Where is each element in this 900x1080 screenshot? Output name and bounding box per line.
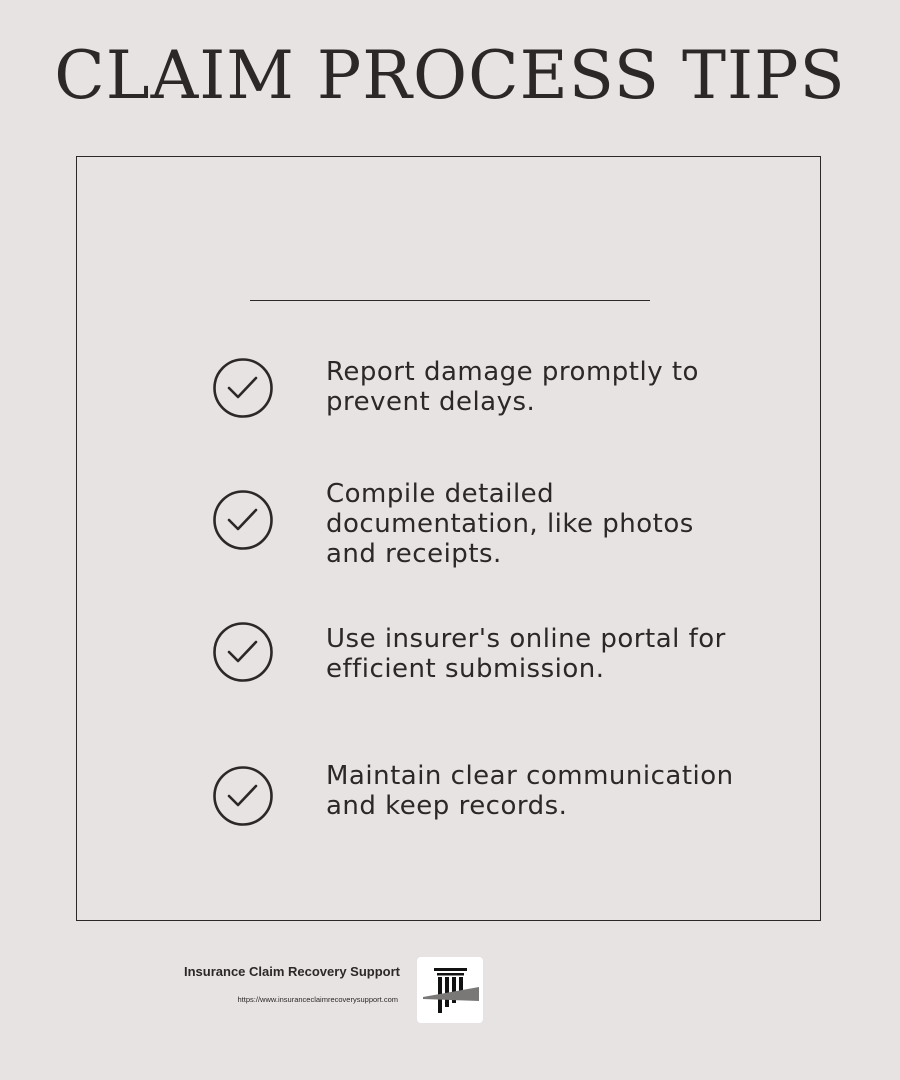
tip-text: Report damage promptly to prevent delays. [326,357,699,417]
check-circle-icon [212,357,274,419]
divider-line [250,300,650,301]
check-circle-icon [212,621,274,683]
check-circle-icon [212,489,274,551]
company-logo [417,957,483,1023]
company-name: Insurance Claim Recovery Support [183,964,400,979]
tip-text: Maintain clear communication and keep records. [326,761,734,821]
tip-text: Use insurer's online portal for efficient submission. [326,624,726,684]
check-circle-icon [212,765,274,827]
page-title: CLAIM PROCESS TIPS [54,37,846,114]
pillar-logo-icon [417,957,483,1023]
tip-text: Compile detailed documentation, like photos and receipts. [326,479,694,569]
company-url[interactable]: https://www.insuranceclaimrecoverysupport.com [237,995,398,1004]
